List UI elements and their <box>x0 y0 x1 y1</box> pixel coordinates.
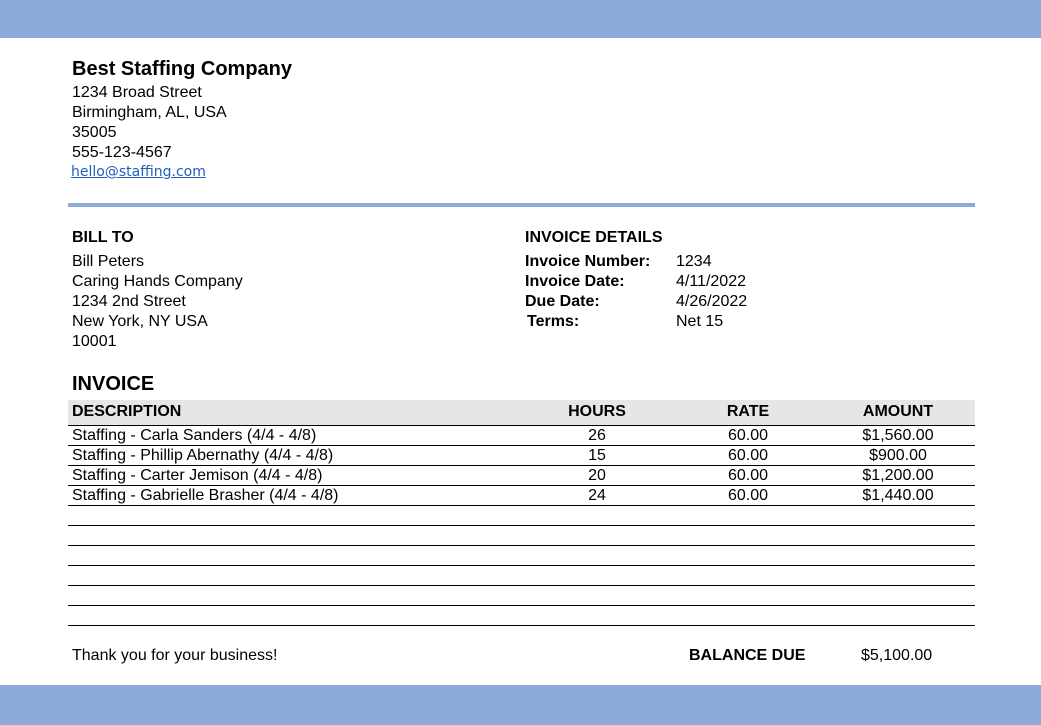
company-zip: 35005 <box>72 124 117 141</box>
row-amount: $900.00 <box>869 447 927 464</box>
row-description: Staffing - Carla Sanders (4/4 - 4/8) <box>72 427 317 444</box>
invoice-date-label: Invoice Date: <box>525 273 625 290</box>
bill-to-title: BILL TO <box>72 229 134 246</box>
column-hours: HOURS <box>568 403 626 420</box>
bill-to-company: Caring Hands Company <box>72 273 243 290</box>
company-email-link[interactable]: hello@staffing.com <box>71 164 206 180</box>
due-date-value: 4/26/2022 <box>676 293 748 310</box>
row-hours: 20 <box>588 467 606 484</box>
bill-to-zip: 10001 <box>72 333 117 350</box>
thank-you-note: Thank you for your business! <box>72 647 278 664</box>
row-amount: $1,200.00 <box>862 467 934 484</box>
empty-row-divider <box>68 545 975 546</box>
company-name: Best Staffing Company <box>72 58 293 80</box>
bottom-band <box>0 685 1041 725</box>
invoice-heading: INVOICE <box>72 373 155 395</box>
column-amount: AMOUNT <box>862 403 934 420</box>
row-description: Staffing - Gabrielle Brasher (4/4 - 4/8) <box>72 487 339 504</box>
row-hours: 24 <box>588 487 606 504</box>
invoice-details-title: INVOICE DETAILS <box>525 229 663 246</box>
row-rate: 60.00 <box>727 427 769 444</box>
empty-row-divider <box>68 565 975 566</box>
balance-due-label: BALANCE DUE <box>689 647 806 664</box>
company-city: Birmingham, AL, USA <box>72 104 227 121</box>
invoice-date-value: 4/11/2022 <box>676 273 746 290</box>
table-header <box>68 400 975 426</box>
header-divider <box>68 203 975 207</box>
row-rate: 60.00 <box>727 467 769 484</box>
terms-label: Terms: <box>527 313 580 330</box>
table-bottom-divider <box>68 625 975 626</box>
due-date-label: Due Date: <box>525 293 600 310</box>
row-amount: $1,560.00 <box>862 427 934 444</box>
empty-row-divider <box>68 605 975 606</box>
row-divider <box>68 465 975 466</box>
terms-value: Net 15 <box>676 313 724 330</box>
balance-due-value: $5,100.00 <box>861 647 933 664</box>
row-rate: 60.00 <box>727 487 769 504</box>
row-hours: 26 <box>588 427 606 444</box>
row-hours: 15 <box>588 447 606 464</box>
invoice-number-value: 1234 <box>676 253 712 270</box>
top-band <box>0 0 1041 38</box>
row-divider <box>68 505 975 506</box>
company-street: 1234 Broad Street <box>72 84 202 101</box>
company-phone: 555-123-4567 <box>72 144 172 161</box>
row-description: Staffing - Carter Jemison (4/4 - 4/8) <box>72 467 323 484</box>
bill-to-street: 1234 2nd Street <box>72 293 186 310</box>
invoice-number-label: Invoice Number: <box>525 253 651 270</box>
row-rate: 60.00 <box>727 447 769 464</box>
bill-to-city: New York, NY USA <box>72 313 208 330</box>
row-divider <box>68 445 975 446</box>
row-description: Staffing - Phillip Abernathy (4/4 - 4/8) <box>72 447 334 464</box>
row-amount: $1,440.00 <box>862 487 934 504</box>
row-divider <box>68 485 975 486</box>
column-description: DESCRIPTION <box>72 403 182 420</box>
bill-to-name: Bill Peters <box>72 253 145 270</box>
empty-row-divider <box>68 585 975 586</box>
column-rate: RATE <box>726 403 770 420</box>
empty-row-divider <box>68 525 975 526</box>
